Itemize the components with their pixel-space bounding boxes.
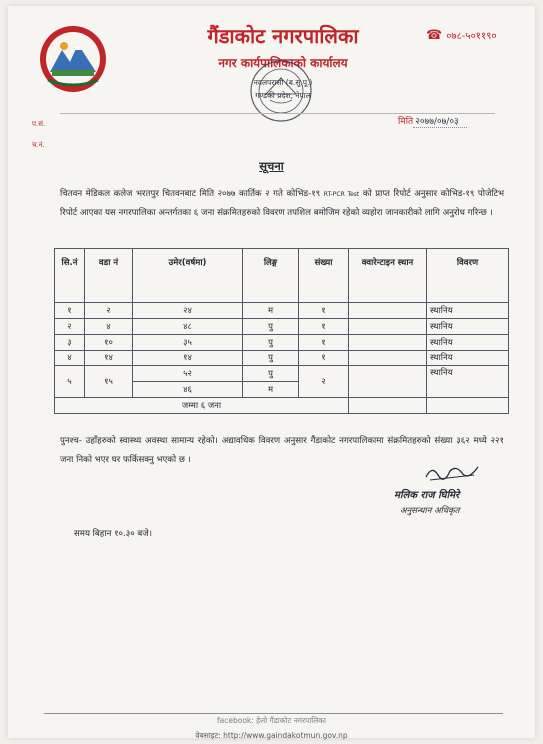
table-header-row <box>55 249 509 303</box>
footer-website[interactable]: वेबसाइट: http://www.gaindakotmun.gov.np <box>195 731 348 740</box>
handwritten-signature <box>422 461 482 483</box>
cases-table <box>54 248 509 414</box>
municipality-title: गैंडाकोट नगरपालिका <box>207 24 359 48</box>
table-row: २ ४ ४८ पु १ स्थानिय <box>55 318 509 334</box>
notice-paragraph-2: पुनश्च- उहाँहरुको स्वास्थ्य अवस्था सामान्य रहेको। अद्यावधिक विवरण अनुसार गैंडाकोट नगरपालिकामा संक्रमितहरुको संख्या ३६२ मध्ये २२१ जना निको भएर घर फर्किसक्नु भएको छ । <box>60 436 504 465</box>
phone-icon: ☎ <box>426 28 443 43</box>
header-age: उमेर(वर्षमा) <box>133 249 243 303</box>
header-quarantine-place: क्वारेन्टाइन स्थान <box>349 249 427 303</box>
municipality-logo <box>38 24 108 94</box>
phone-number: ☎ ०७८-५०११९० <box>426 28 497 43</box>
total-cell: जम्मा ६ जना <box>55 398 349 414</box>
header-serial: सि.नं <box>55 249 85 303</box>
header-count: संख्या <box>299 249 349 303</box>
signatory-post: अनुसन्धान अधिकृत <box>400 506 460 516</box>
table-row: ३ १० ३५ पु १ स्थानिय <box>55 334 509 350</box>
office-subtitle: नगर कार्यपालिकाको कार्यालय <box>218 56 348 70</box>
notice-paragraph-1: चितवन मेडिकल कलेज भरतपुर चितवनबाट मिति २०७७ कार्तिक २ गते कोभिड-१९ RT-PCR Test को प्राप्त रिपोर्ट अनुसार कोभिड-१९ पोजेटिभ रिपोर्ट आएका यस नगरपालिका अन्तर्गतका ६ जना संक्रमितहरुको विवरण तपशिल बमोजिम रहेको व्यहोरा जानकारीको लागि अनुरोध गरिन्छ । <box>60 189 505 218</box>
header-detail: विवरण <box>427 249 509 303</box>
table-total-row <box>55 398 509 414</box>
office-seal-stamp <box>244 54 318 128</box>
dispatch-number-label: च.नं. <box>32 141 45 149</box>
signatory-name: मलिक राज घिमिरे <box>394 490 460 501</box>
table-row: ४६ म <box>55 382 509 398</box>
footer-facebook[interactable]: facebook: हेलो गैंडाकोट नगरपालिका <box>217 716 326 725</box>
header-gender: लिङ्ग <box>243 249 299 303</box>
notice-time: समय बिहान १०.३० बजे। <box>74 529 152 539</box>
table-row: ४ १४ १४ पु १ स्थानिय <box>55 350 509 366</box>
header-ward: वडा नं <box>85 249 133 303</box>
footer-divider <box>44 713 503 714</box>
table-row: १ २ २४ म १ स्थानिय <box>55 303 509 319</box>
office-address: नवलपरासी (ब.सु.पू.) गण्डकी प्रदेश, नेपाल <box>253 78 313 100</box>
letter-date: मिति २०७७/०७/०३ <box>398 114 467 127</box>
notice-title: सूचना <box>259 159 284 173</box>
letter-number-label: प.सं. <box>32 120 46 128</box>
letter-page <box>8 6 535 738</box>
table-row: ५ १५ ५२ पु २ स्थानिय <box>55 366 509 382</box>
